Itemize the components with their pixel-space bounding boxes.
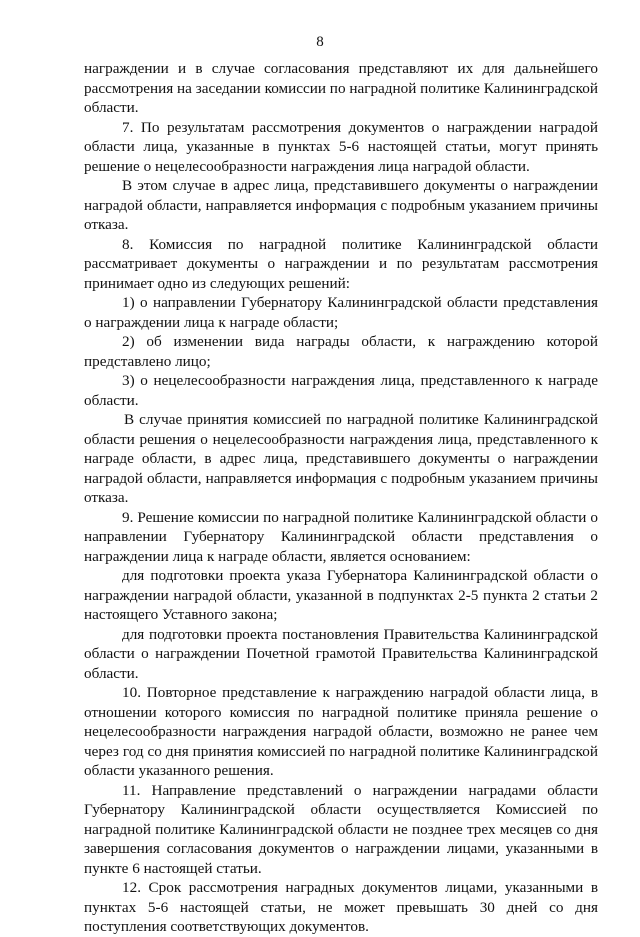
paragraph-subitem-2: 2) об изменении вида награды области, к награждению которой представлено лицо; [84, 333, 598, 370]
paragraph-item-8: 8. Комиссия по наградной политике Калининградской области рассматривает документы о награждении и по результатам рассмотрения принимает одно из следующих решений: [84, 235, 598, 292]
paragraph-item-10: 10. Повторное представление к награждению наградой области лица, в отношении которого комиссия по наградной политике приняла решение о нецелесообразности награждения наградой области, возможно не ранее чем через год со дня принятия комиссией по наградной политике Калининградской области указанного решения. [84, 684, 598, 779]
paragraph-decree-basis: для подготовки проекта указа Губернатора Калининградской области о награждении наградой области, указанной в подпунктах 2-5 пункта 2 статьи 2 настоящего Уставного закона; [84, 567, 598, 623]
document-body [84, 59, 598, 937]
paragraph-item-12: 12. Срок рассмотрения наградных документов лицами, указанными в пунктах 5-6 настоящей статьи, не может превышать 30 дней со дня поступления соответствующих документов. [84, 879, 598, 935]
paragraph-resolution-basis: для подготовки проекта постановления Правительства Калининградской области о награждении Почетной грамотой Правительства Калининградской области. [84, 625, 598, 682]
paragraph-continuation: награждении и в случае согласования представляют их для дальнейшего рассмотрения на заседании комиссии по наградной политике Калининградской области. [84, 60, 598, 116]
paragraph-refusal-notice: В этом случае в адрес лица, представившего документы о награждении наградой области, направляется информация с подробным указанием причины отказа. [84, 177, 598, 233]
paragraph-item-7: 7. По результатам рассмотрения документов о награждении наградой области лица, указанные в пунктах 5-6 настоящей статьи, могут принять решение о нецелесообразности награждения лица наградой области. [84, 118, 598, 175]
paragraph-item-11: 11. Направление представлений о награждении наградами области Губернатору Калининградской области осуществляется Комиссией по наградной политике Калининградской области не позднее трех месяцев со дня завершения согласования документов о награждении лицами, указанными в пункте 6 настоящей статьи. [84, 781, 598, 877]
paragraph-item-9: 9. Решение комиссии по наградной политике Калининградской области о направлении Губернатору Калининградской области представления о награждении лица к награде области, является основанием: [84, 508, 598, 565]
page-number: 8 [316, 34, 324, 50]
paragraph-commission-refusal: В случае принятия комиссией по наградной политике Калининградской области решения о нецелесообразности награждения лица, представленного к награде области, в адрес лица, представившего документы о награждении наградой области, направляется информация с подробным указанием причины отказа. [84, 411, 598, 506]
paragraph-subitem-3: 3) о нецелесообразности награждения лица, представленного к награде области. [84, 372, 598, 409]
paragraph-subitem-1: 1) о направлении Губернатору Калининградской области представления о награждении лица к награде области; [84, 294, 598, 331]
